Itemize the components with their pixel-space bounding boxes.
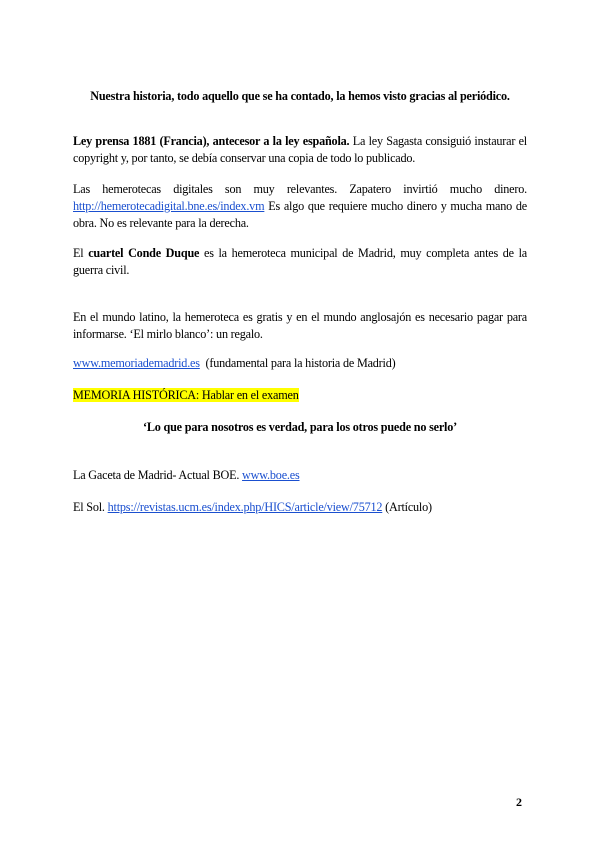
paragraph-memoria-madrid [73, 355, 527, 372]
quote: ‘Lo que para nosotros es verdad, para los otros puede no serlo’ [143, 420, 457, 434]
boe-link[interactable]: www.boe.es [242, 468, 300, 482]
hemerotecas-text-1: Las hemerotecas digitales son muy relevantes. Zapatero invirtió mucho dinero. [73, 182, 527, 196]
paragraph-mundo-latino [73, 309, 527, 343]
paragraph-el-sol [73, 499, 527, 516]
page-number: 2 [516, 795, 522, 809]
paragraph-hemerotecas [73, 181, 527, 232]
conde-duque-bold: cuartel Conde Duque [88, 246, 200, 260]
paragraph-conde-duque [73, 245, 527, 279]
memoria-madrid-link[interactable]: www.memoriademadrid.es [73, 356, 200, 370]
paragraph-memoria-historica [73, 387, 527, 404]
memoria-historica-highlight: MEMORIA HISTÓRICA: Hablar en el examen [73, 388, 299, 402]
page-title: Nuestra historia, todo aquello que se ha contado, la hemos visto gracias al periódico. [90, 89, 510, 103]
el-sol-article-link[interactable]: https://revistas.ucm.es/index.php/HICS/article/view/75712 [107, 500, 383, 514]
el-sol-text-2: (Artículo) [382, 500, 432, 514]
paragraph-ley-prensa [73, 133, 527, 167]
paragraph-gaceta [73, 467, 527, 484]
conde-duque-text-2: es la hemeroteca municipal de Madrid, muy completa antes de la guerra civil. [73, 246, 527, 277]
el-sol-text-1: El Sol. [73, 500, 108, 514]
mundo-latino-text: En el mundo latino, la hemeroteca es gratis y en el mundo anglosajón es necesario pagar para informarse. ‘El mirlo blanco’: un regalo. [73, 310, 527, 341]
conde-duque-text-1: El [73, 246, 89, 260]
gaceta-text: La Gaceta de Madrid- Actual BOE. [73, 468, 243, 482]
ley-prensa-heading: Ley prensa 1881 (Francia), antecesor a la ley española. [73, 134, 350, 148]
memoria-madrid-text: (fundamental para la historia de Madrid) [199, 356, 396, 370]
hemeroteca-digital-link[interactable]: http://hemerotecadigital.bne.es/index.vm [73, 199, 265, 213]
ley-prensa-text: La ley Sagasta consiguió instaurar el copyright y, por tanto, se debía conservar una copia de todo lo publicado. [73, 134, 527, 165]
hemerotecas-text-2: Es algo que requiere mucho dinero y mucha mano de obra. No es relevante para la derecha. [73, 199, 527, 230]
